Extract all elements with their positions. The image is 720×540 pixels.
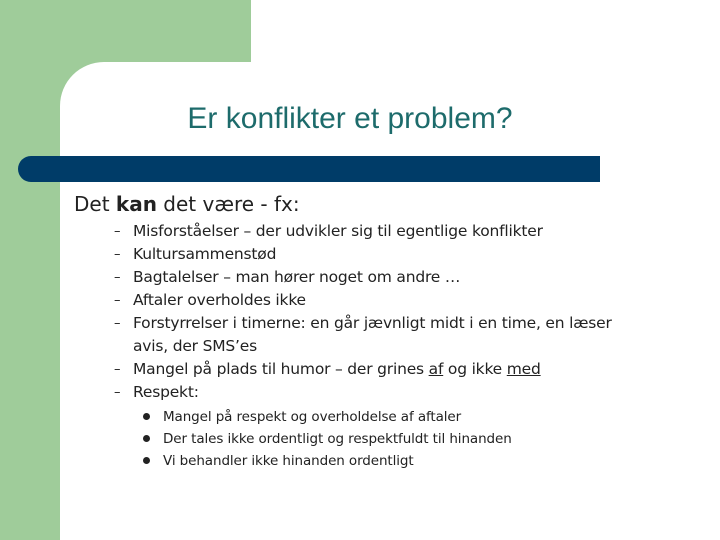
- list-item: [74, 243, 714, 266]
- list-item-respekt: [74, 381, 714, 472]
- sub-list-item: [133, 406, 714, 428]
- list-item: [74, 312, 714, 358]
- sub-list-item-text: Vi behandler ikke hinanden ordentligt: [163, 453, 414, 469]
- slide-title: Er konflikter et problem?: [187, 102, 513, 135]
- bullet-dot-icon: [143, 457, 150, 464]
- dash-marker: –: [114, 270, 121, 285]
- dash-marker: –: [114, 224, 121, 239]
- sub-list-item: [133, 428, 714, 450]
- list-item-text: Misforståelser – der udvikler sig til egentlige konflikter: [133, 222, 543, 240]
- dash-list: [74, 220, 714, 472]
- list-item-text: Aftaler overholdes ikke: [133, 291, 306, 309]
- slide-content: [74, 190, 714, 472]
- list-item: [74, 220, 714, 243]
- sub-list-item: [133, 450, 714, 472]
- respekt-label: Respekt:: [133, 383, 199, 401]
- respekt-sublist: [133, 406, 714, 472]
- list-item-text: Kultursammenstød: [133, 245, 277, 263]
- humor-mid: og ikke: [443, 360, 507, 378]
- title-underline-bar: [18, 156, 600, 182]
- lead-post: det være - fx:: [156, 192, 300, 216]
- lead-line: [74, 190, 714, 218]
- humor-underlined-af: af: [428, 360, 444, 378]
- bullet-dot-icon: [143, 435, 150, 442]
- sub-list-item-text: Der tales ikke ordentligt og respektfuldt til hinanden: [163, 431, 512, 447]
- list-item: [74, 289, 714, 312]
- dash-marker: –: [114, 293, 121, 308]
- humor-underlined-med: med: [506, 360, 541, 378]
- list-item: [74, 266, 714, 289]
- bullet-dot-icon: [143, 413, 150, 420]
- sub-list-item-text: Mangel på respekt og overholdelse af aftaler: [163, 409, 462, 425]
- decorative-green-strip: [0, 0, 60, 540]
- lead-bold: kan: [115, 192, 157, 216]
- list-item-text: Bagtalelser – man hører noget om andre …: [133, 268, 461, 286]
- dash-marker: –: [114, 316, 121, 331]
- humor-pre: Mangel på plads til humor – der grines: [133, 360, 429, 378]
- lead-pre: Det: [74, 192, 116, 216]
- dash-marker: –: [114, 385, 121, 400]
- list-item-humor: [74, 358, 714, 381]
- dash-marker: –: [114, 362, 121, 377]
- dash-marker: –: [114, 247, 121, 262]
- list-item-text: Forstyrrelser i timerne: en går jævnligt midt i en time, en læser avis, der SMS’es: [133, 314, 612, 355]
